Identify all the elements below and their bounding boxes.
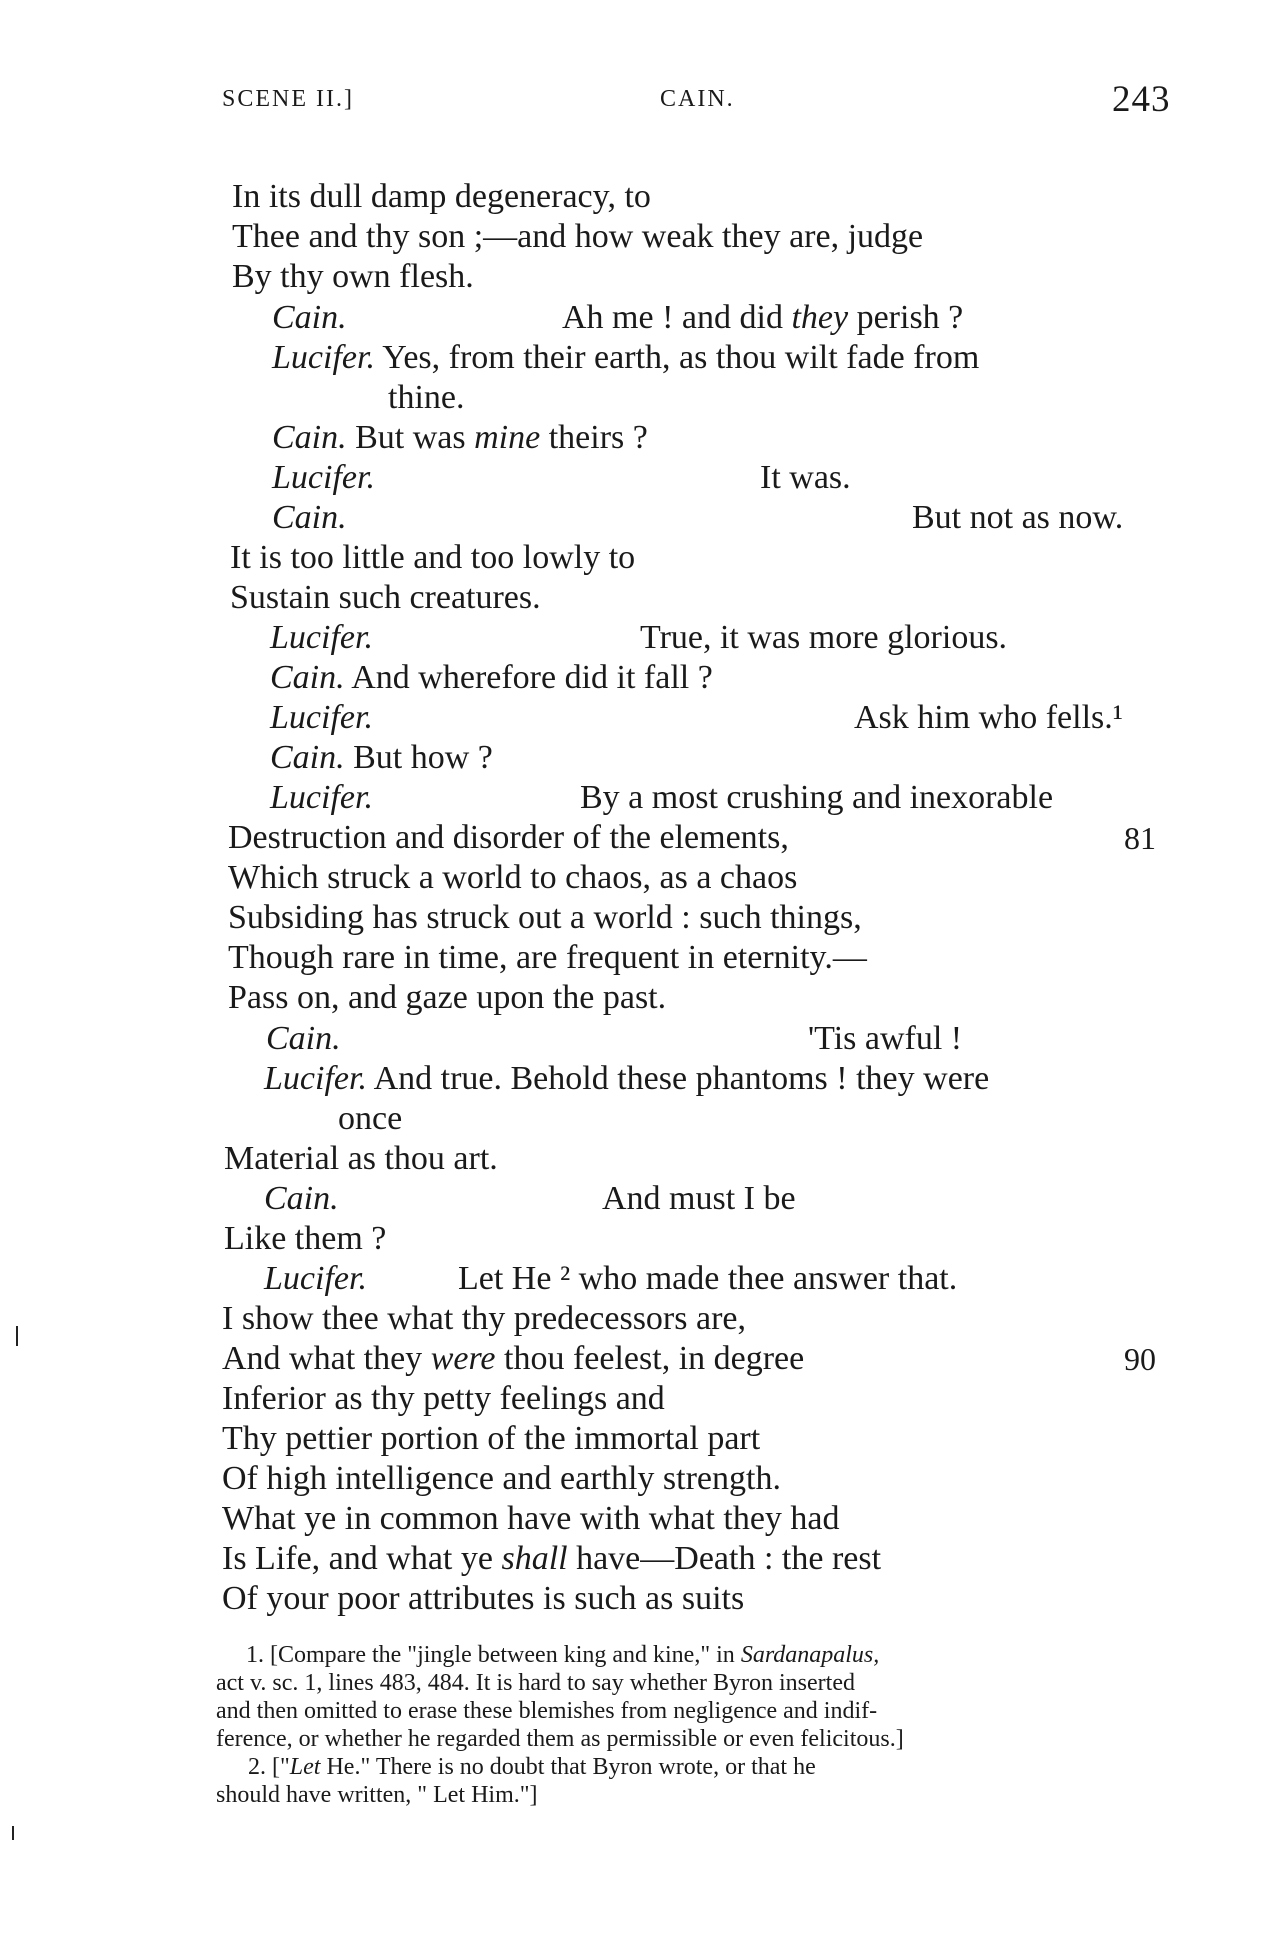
verse-line: Material as thou art.: [224, 1140, 498, 1177]
speaker-name: Lucifer.: [270, 779, 373, 816]
speaker-line: [266, 1019, 341, 1059]
verse-line: Ask him who fells.¹: [854, 699, 1123, 736]
verse-line: It was.: [760, 459, 851, 496]
verse-line: And what they were thou feelest, in degree: [222, 1340, 805, 1377]
verse-line: Sustain such creatures.: [230, 579, 541, 616]
speaker-line: [272, 298, 347, 338]
verse-line: Like them ?: [224, 1220, 387, 1257]
speaker-line: [272, 498, 347, 538]
footnote-line: and then omitted to erase these blemishes from negligence and indif-: [216, 1698, 878, 1724]
speaker-line: Lucifer. Yes, from their earth, as thou wilt fade from: [272, 339, 980, 376]
speaker-name: Cain.: [264, 1180, 339, 1217]
verse-line: Subsiding has struck out a world : such things,: [228, 899, 862, 936]
speaker-name: Lucifer.: [270, 619, 373, 656]
running-header: [0, 79, 1266, 130]
speaker-name: Lucifer.: [270, 699, 373, 736]
speaker-line: [272, 458, 375, 498]
scene-label: SCENE II.]: [222, 86, 354, 112]
verse-line: thine.: [388, 379, 465, 416]
verse-line: Is Life, and what ye shall have—Death : the rest: [222, 1540, 882, 1577]
page-number: 243: [1112, 79, 1171, 120]
speaker-line: Lucifer. And true. Behold these phantoms ! they were: [264, 1060, 990, 1097]
speaker-line: [264, 1179, 339, 1219]
line-number: 90: [1124, 1341, 1156, 1377]
verse-line: Thee and thy son ;—and how weak they are, judge: [232, 218, 924, 255]
scan-mark: [16, 1326, 18, 1346]
speaker-line: Cain. But was mine theirs ?: [272, 419, 648, 456]
speaker-line: Cain. But how ?: [270, 739, 493, 776]
speaker-line: [270, 698, 373, 738]
speaker-name: Cain.: [270, 739, 345, 776]
verse-line: I show thee what thy predecessors are,: [222, 1300, 746, 1337]
footnote-line: ference, or whether he regarded them as permissible or even felicitous.]: [216, 1726, 904, 1752]
speaker-name: Lucifer.: [272, 339, 375, 376]
verse-line: But not as now.: [912, 499, 1124, 536]
verse-line: In its dull damp degeneracy, to: [232, 178, 651, 215]
scan-mark: [12, 1826, 14, 1840]
line-number: 81: [1124, 820, 1156, 856]
speaker-line: Cain. And wherefore did it fall ?: [270, 659, 713, 696]
speaker-name: Cain.: [266, 1020, 341, 1057]
footnote-line: should have written, " Let Him."]: [216, 1782, 538, 1808]
speaker-name: Lucifer.: [272, 459, 375, 496]
speaker-name: Cain.: [272, 299, 347, 336]
verse-line: Destruction and disorder of the elements,: [228, 819, 789, 856]
speaker-name: Lucifer.: [264, 1260, 367, 1297]
verse-line: Inferior as thy petty feelings and: [222, 1380, 665, 1417]
speaker-line: [270, 618, 373, 658]
speaker-name: Cain.: [272, 419, 347, 456]
verse-line: Thy pettier portion of the immortal part: [222, 1420, 761, 1457]
speaker-line: [264, 1259, 367, 1299]
verse-line: Ah me ! and did they perish ?: [562, 299, 964, 336]
verse-line: It is too little and too lowly to: [230, 539, 636, 576]
verse-line: True, it was more glorious.: [640, 619, 1008, 656]
footnote-2: 2. ["Let He." There is no doubt that Byron wrote, or that he: [248, 1754, 816, 1780]
verse-line: And must I be: [602, 1180, 796, 1217]
speaker-name: Lucifer.: [264, 1060, 367, 1097]
verse-line: 'Tis awful !: [808, 1020, 963, 1057]
speaker-line: [270, 778, 373, 818]
verse-line: Which struck a world to chaos, as a chaos: [228, 859, 798, 896]
verse-line: What ye in common have with what they had: [222, 1500, 840, 1537]
verse-line: Though rare in time, are frequent in eternity.—: [228, 939, 867, 976]
verse-line: Let He ² who made thee answer that.: [458, 1260, 958, 1297]
verse-line: Pass on, and gaze upon the past.: [228, 979, 667, 1016]
footnote-line: act v. sc. 1, lines 483, 484. It is hard to say whether Byron inserted: [216, 1670, 855, 1696]
verse-line: Of high intelligence and earthly strength.: [222, 1460, 781, 1497]
footnote-1: 1. [Compare the "jingle between king and kine," in Sardanapalus,: [246, 1642, 880, 1668]
play-title: CAIN.: [660, 86, 735, 112]
verse-line: once: [338, 1100, 403, 1137]
verse-line: Of your poor attributes is such as suits: [222, 1580, 745, 1617]
speaker-name: Cain.: [270, 659, 345, 696]
verse-line: By a most crushing and inexorable: [580, 779, 1054, 816]
speaker-name: Cain.: [272, 499, 347, 536]
verse-line: By thy own flesh.: [232, 258, 474, 295]
